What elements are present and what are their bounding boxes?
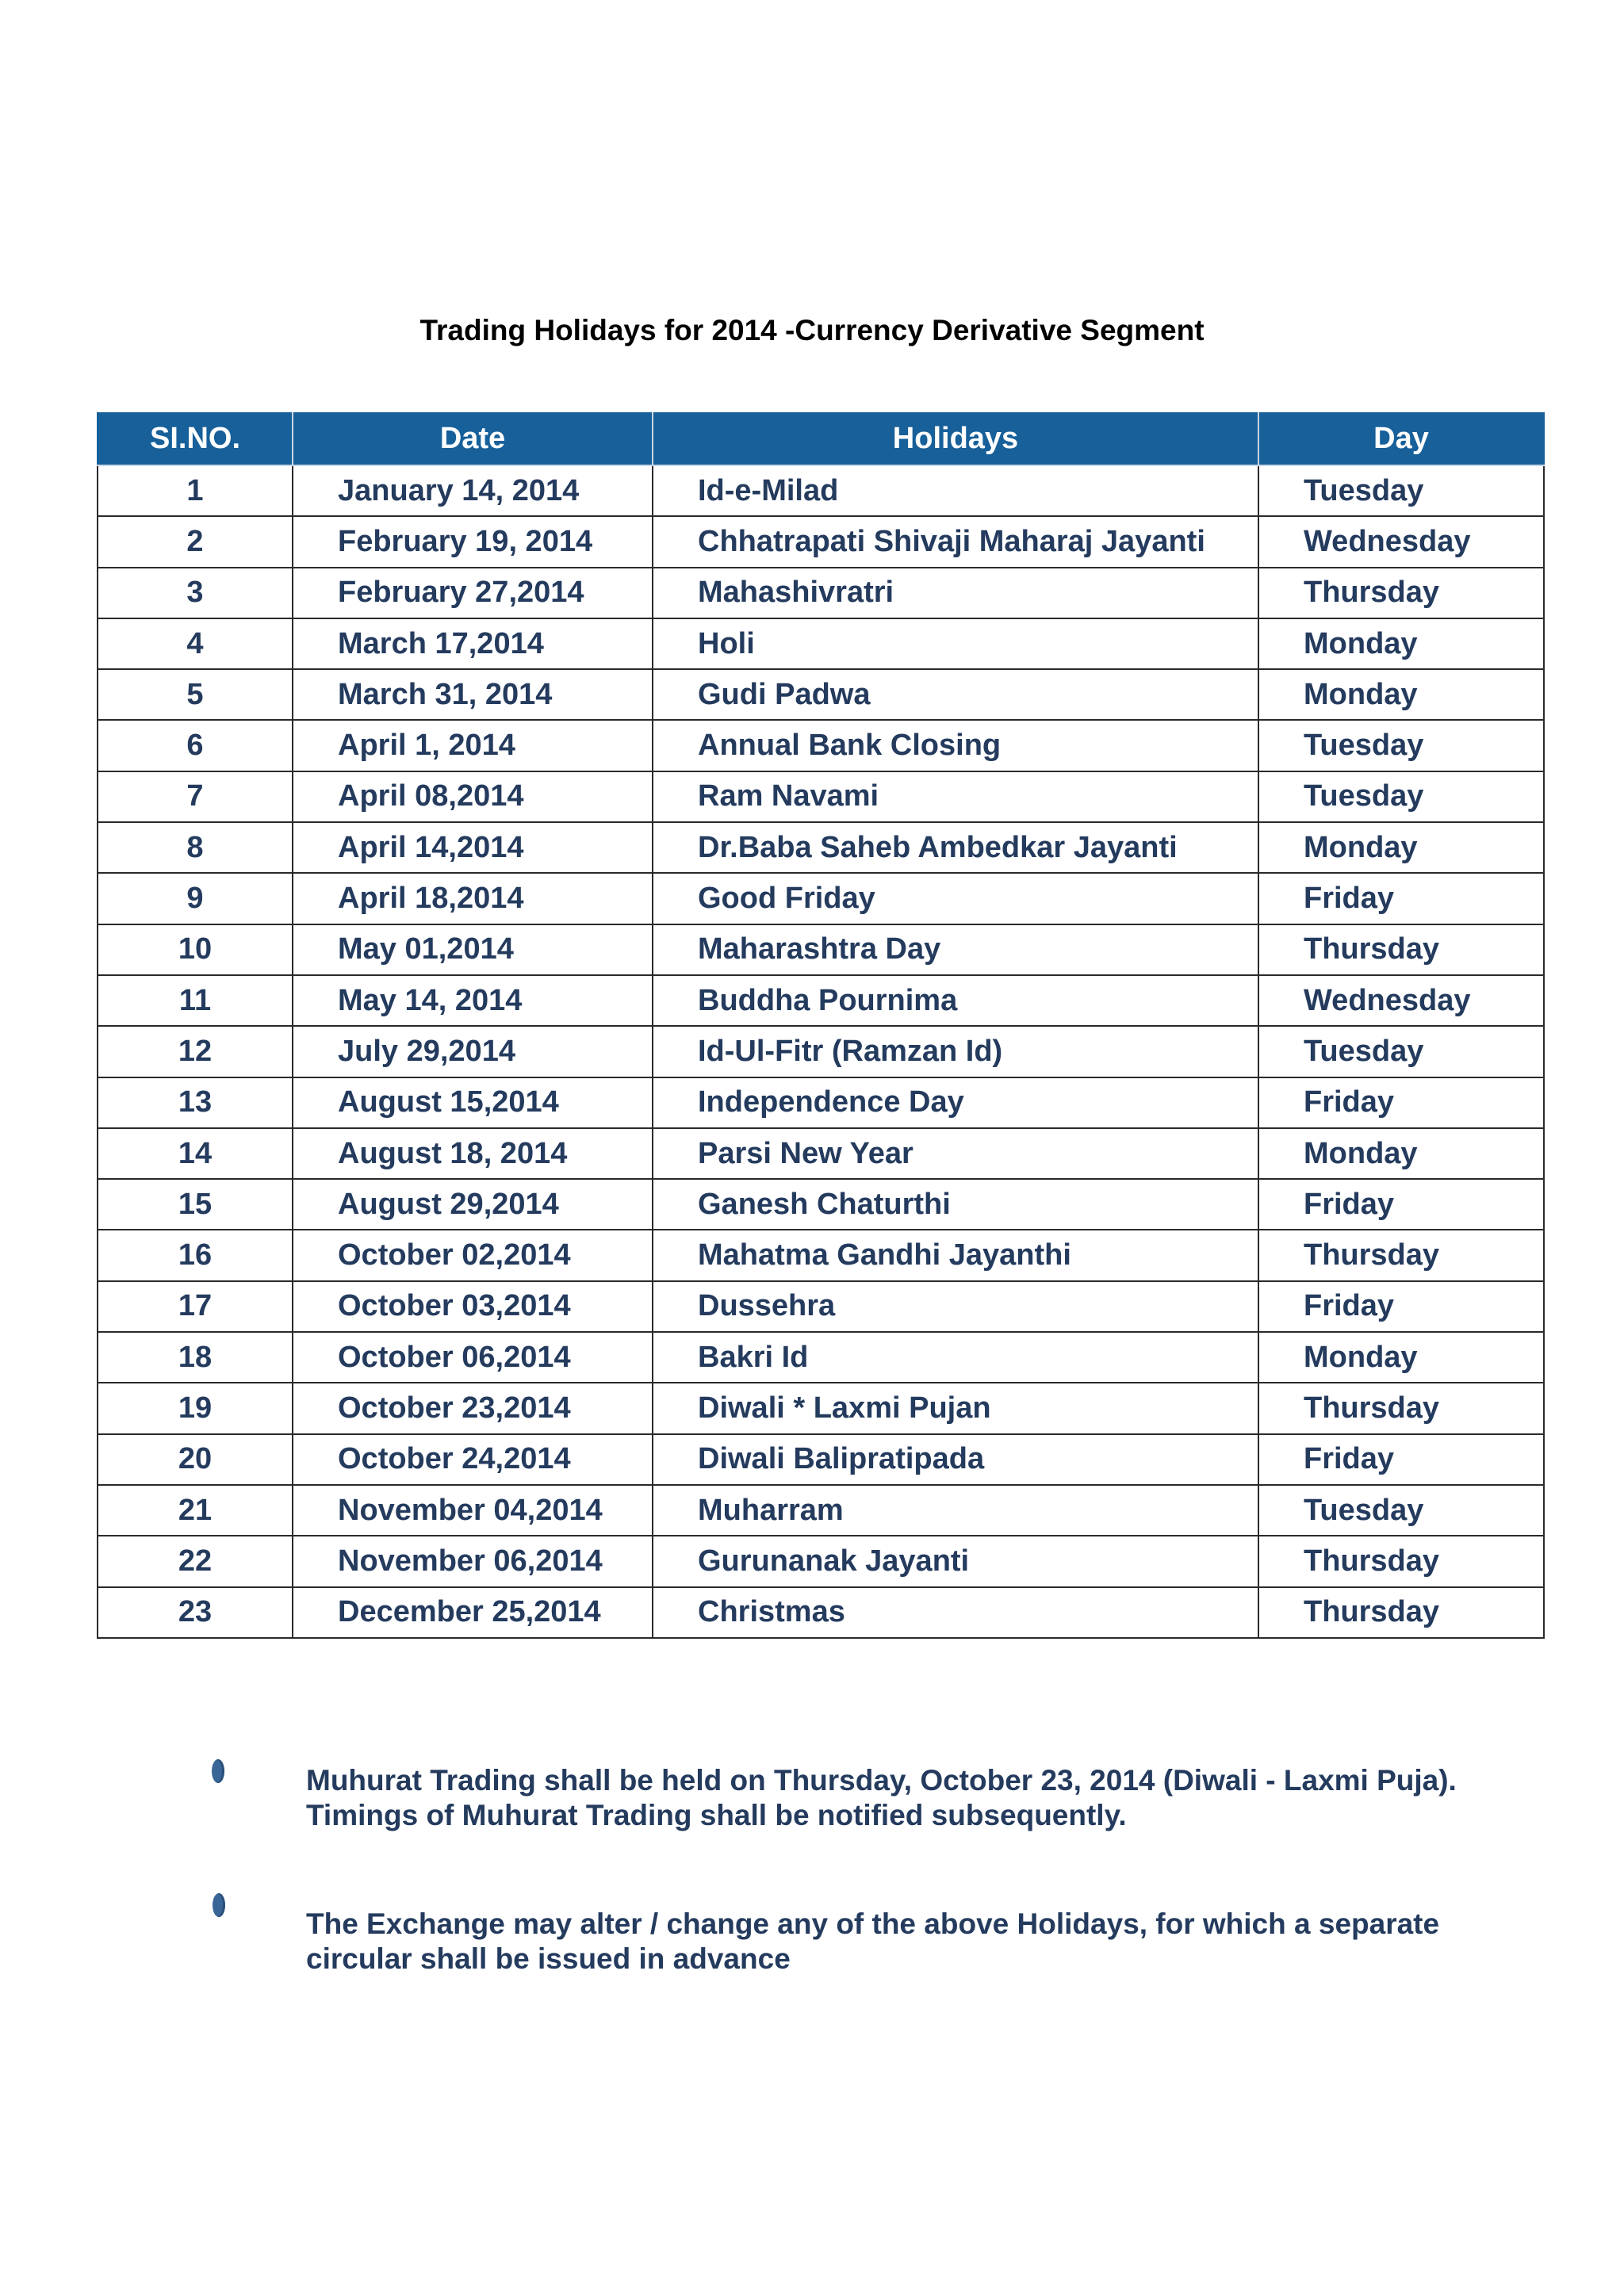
table-row bbox=[98, 771, 1544, 822]
cell-day: Monday bbox=[1258, 1332, 1544, 1383]
note-holiday-changes bbox=[306, 1907, 1543, 1976]
cell-sl-no: 16 bbox=[98, 1230, 293, 1280]
cell-holiday-name: Chhatrapati Shivaji Maharaj Jayanti bbox=[653, 516, 1258, 567]
cell-day: Tuesday bbox=[1258, 1026, 1544, 1077]
cell-sl-no: 4 bbox=[98, 618, 293, 669]
cell-day: Friday bbox=[1258, 1077, 1544, 1128]
cell-sl-no: 14 bbox=[98, 1128, 293, 1179]
cell-holiday-name: Muharram bbox=[653, 1485, 1258, 1536]
cell-day: Thursday bbox=[1258, 568, 1544, 618]
table-row bbox=[98, 975, 1544, 1026]
table-body bbox=[98, 465, 1544, 1638]
cell-sl-no: 6 bbox=[98, 720, 293, 771]
header-sl-no: SI.NO. bbox=[98, 412, 293, 465]
cell-date: October 02,2014 bbox=[293, 1230, 653, 1280]
cell-sl-no: 1 bbox=[98, 465, 293, 516]
cell-holiday-name: Id-Ul-Fitr (Ramzan Id) bbox=[653, 1026, 1258, 1077]
cell-day: Monday bbox=[1258, 1128, 1544, 1179]
cell-sl-no: 15 bbox=[98, 1179, 293, 1230]
cell-day: Friday bbox=[1258, 1179, 1544, 1230]
cell-holiday-name: Holi bbox=[653, 618, 1258, 669]
table-row bbox=[98, 873, 1544, 924]
cell-day: Monday bbox=[1258, 669, 1544, 720]
table-row bbox=[98, 924, 1544, 975]
cell-date: October 23,2014 bbox=[293, 1383, 653, 1433]
cell-sl-no: 9 bbox=[98, 873, 293, 924]
cell-holiday-name: Christmas bbox=[653, 1587, 1258, 1638]
cell-sl-no: 20 bbox=[98, 1434, 293, 1485]
table-row bbox=[98, 1077, 1544, 1128]
bullet-icon bbox=[213, 1893, 225, 1917]
cell-date: November 04,2014 bbox=[293, 1485, 653, 1536]
cell-date: October 03,2014 bbox=[293, 1281, 653, 1332]
cell-date: February 19, 2014 bbox=[293, 516, 653, 567]
table-row bbox=[98, 1281, 1544, 1332]
cell-day: Thursday bbox=[1258, 1536, 1544, 1586]
table-row bbox=[98, 1587, 1544, 1638]
cell-holiday-name: Gurunanak Jayanti bbox=[653, 1536, 1258, 1586]
cell-sl-no: 7 bbox=[98, 771, 293, 822]
page-title: Trading Holidays for 2014 -Currency Derivative Segment bbox=[419, 314, 1205, 346]
cell-holiday-name: Mahatma Gandhi Jayanthi bbox=[653, 1230, 1258, 1280]
cell-sl-no: 22 bbox=[98, 1536, 293, 1586]
cell-day: Monday bbox=[1258, 618, 1544, 669]
cell-date: May 01,2014 bbox=[293, 924, 653, 975]
cell-holiday-name: Ram Navami bbox=[653, 771, 1258, 822]
cell-day: Tuesday bbox=[1258, 771, 1544, 822]
cell-day: Monday bbox=[1258, 822, 1544, 873]
cell-holiday-name: Id-e-Milad bbox=[653, 465, 1258, 516]
cell-holiday-name: Ganesh Chaturthi bbox=[653, 1179, 1258, 1230]
cell-day: Thursday bbox=[1258, 1383, 1544, 1433]
header-day: Day bbox=[1258, 412, 1544, 465]
cell-date: August 15,2014 bbox=[293, 1077, 653, 1128]
cell-day: Friday bbox=[1258, 873, 1544, 924]
cell-holiday-name: Maharashtra Day bbox=[653, 924, 1258, 975]
cell-date: November 06,2014 bbox=[293, 1536, 653, 1586]
note-line: circular shall be issued in advance bbox=[306, 1942, 791, 1975]
cell-sl-no: 10 bbox=[98, 924, 293, 975]
cell-holiday-name: Dr.Baba Saheb Ambedkar Jayanti bbox=[653, 822, 1258, 873]
note-line: Muhurat Trading shall be held on Thursday, October 23, 2014 (Diwali - Laxmi Puja). bbox=[306, 1764, 1457, 1797]
table-row bbox=[98, 1434, 1544, 1485]
cell-date: April 14,2014 bbox=[293, 822, 653, 873]
cell-date: April 08,2014 bbox=[293, 771, 653, 822]
table-row bbox=[98, 1128, 1544, 1179]
note-line: Timings of Muhurat Trading shall be notified subsequently. bbox=[306, 1799, 1127, 1831]
table-row bbox=[98, 465, 1544, 516]
cell-day: Wednesday bbox=[1258, 975, 1544, 1026]
bullet-icon bbox=[212, 1759, 224, 1783]
cell-sl-no: 8 bbox=[98, 822, 293, 873]
cell-date: August 18, 2014 bbox=[293, 1128, 653, 1179]
table-row bbox=[98, 1383, 1544, 1433]
cell-holiday-name: Independence Day bbox=[653, 1077, 1258, 1128]
cell-sl-no: 23 bbox=[98, 1587, 293, 1638]
cell-sl-no: 17 bbox=[98, 1281, 293, 1332]
table-row bbox=[98, 1332, 1544, 1383]
cell-day: Tuesday bbox=[1258, 720, 1544, 771]
cell-holiday-name: Dussehra bbox=[653, 1281, 1258, 1332]
table-row bbox=[98, 1179, 1544, 1230]
cell-holiday-name: Diwali Balipratipada bbox=[653, 1434, 1258, 1485]
table-row bbox=[98, 720, 1544, 771]
cell-holiday-name: Bakri Id bbox=[653, 1332, 1258, 1383]
cell-date: July 29,2014 bbox=[293, 1026, 653, 1077]
header-date: Date bbox=[293, 412, 653, 465]
cell-sl-no: 19 bbox=[98, 1383, 293, 1433]
cell-date: December 25,2014 bbox=[293, 1587, 653, 1638]
cell-sl-no: 12 bbox=[98, 1026, 293, 1077]
cell-holiday-name: Mahashivratri bbox=[653, 568, 1258, 618]
note-line: The Exchange may alter / change any of the above Holidays, for which a separate bbox=[306, 1908, 1440, 1940]
cell-sl-no: 3 bbox=[98, 568, 293, 618]
cell-day: Thursday bbox=[1258, 1230, 1544, 1280]
table-row bbox=[98, 1485, 1544, 1536]
cell-date: March 17,2014 bbox=[293, 618, 653, 669]
cell-date: October 06,2014 bbox=[293, 1332, 653, 1383]
cell-day: Thursday bbox=[1258, 924, 1544, 975]
cell-sl-no: 21 bbox=[98, 1485, 293, 1536]
cell-day: Friday bbox=[1258, 1281, 1544, 1332]
cell-day: Tuesday bbox=[1258, 465, 1544, 516]
cell-date: February 27,2014 bbox=[293, 568, 653, 618]
table-row bbox=[98, 568, 1544, 618]
header-holidays: Holidays bbox=[653, 412, 1258, 465]
cell-date: May 14, 2014 bbox=[293, 975, 653, 1026]
holidays-table bbox=[97, 412, 1545, 1639]
table-row bbox=[98, 618, 1544, 669]
cell-holiday-name: Gudi Padwa bbox=[653, 669, 1258, 720]
cell-day: Wednesday bbox=[1258, 516, 1544, 567]
cell-holiday-name: Good Friday bbox=[653, 873, 1258, 924]
cell-date: March 31, 2014 bbox=[293, 669, 653, 720]
cell-date: April 18,2014 bbox=[293, 873, 653, 924]
cell-sl-no: 2 bbox=[98, 516, 293, 567]
table-row bbox=[98, 1026, 1544, 1077]
cell-sl-no: 18 bbox=[98, 1332, 293, 1383]
cell-sl-no: 11 bbox=[98, 975, 293, 1026]
cell-holiday-name: Buddha Pournima bbox=[653, 975, 1258, 1026]
table-row bbox=[98, 822, 1544, 873]
table-row bbox=[98, 1536, 1544, 1586]
cell-date: January 14, 2014 bbox=[293, 465, 653, 516]
table-header-row bbox=[98, 412, 1544, 465]
cell-holiday-name: Annual Bank Closing bbox=[653, 720, 1258, 771]
cell-date: October 24,2014 bbox=[293, 1434, 653, 1485]
cell-date: April 1, 2014 bbox=[293, 720, 653, 771]
note-muhurat-trading bbox=[306, 1763, 1543, 1833]
cell-day: Friday bbox=[1258, 1434, 1544, 1485]
cell-day: Thursday bbox=[1258, 1587, 1544, 1638]
cell-holiday-name: Diwali * Laxmi Pujan bbox=[653, 1383, 1258, 1433]
table-row bbox=[98, 669, 1544, 720]
cell-day: Tuesday bbox=[1258, 1485, 1544, 1536]
cell-holiday-name: Parsi New Year bbox=[653, 1128, 1258, 1179]
table-row bbox=[98, 516, 1544, 567]
cell-sl-no: 5 bbox=[98, 669, 293, 720]
cell-sl-no: 13 bbox=[98, 1077, 293, 1128]
table-row bbox=[98, 1230, 1544, 1280]
cell-date: August 29,2014 bbox=[293, 1179, 653, 1230]
